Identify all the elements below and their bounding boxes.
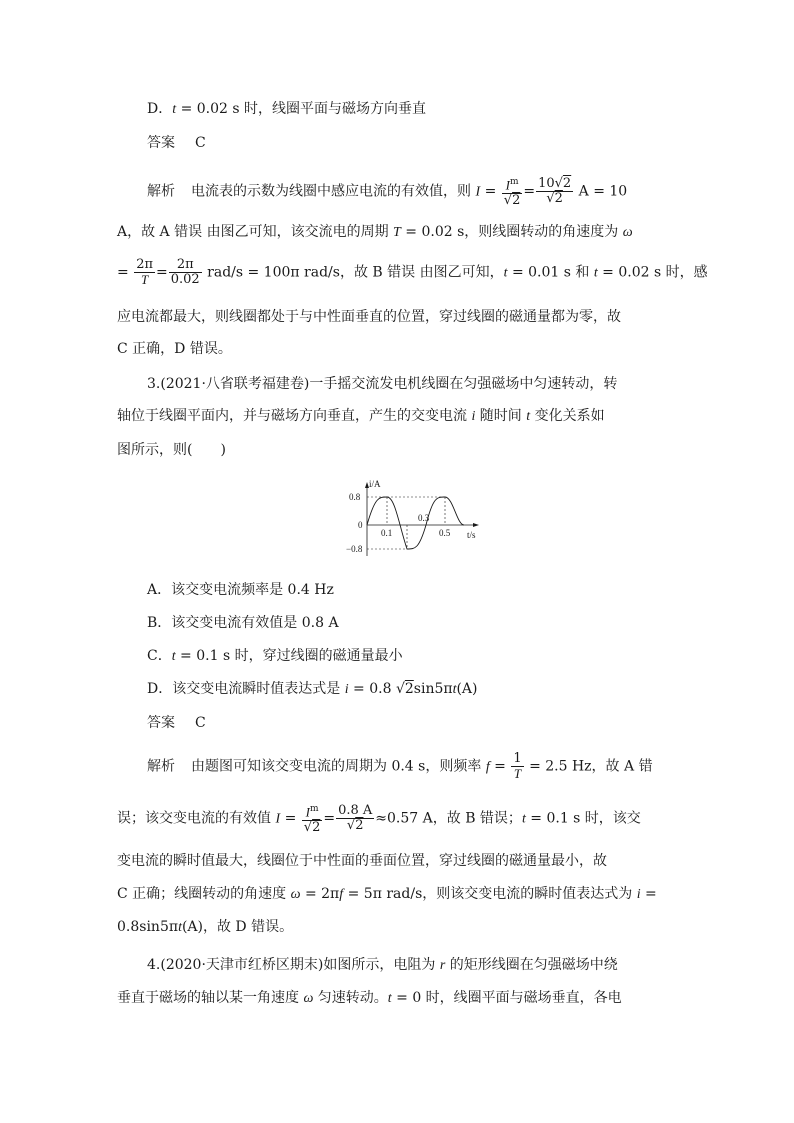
question-4-line-2 — [117, 988, 677, 1009]
fraction-2pi-T — [134, 258, 155, 287]
option-text: sin5π — [413, 681, 453, 697]
fraction-im-root2: $\frac{I^m}{√2}$ — [503, 177, 521, 209]
frac-den: 2 — [512, 193, 521, 209]
equals: = — [489, 758, 511, 775]
x-axis-label: t/s — [467, 530, 476, 540]
var-f: f — [485, 759, 490, 775]
analysis-3-line-5 — [117, 917, 677, 938]
option-text: (A) — [456, 681, 478, 697]
frac-num-sup: m — [309, 804, 319, 814]
waveform-curve — [367, 497, 464, 549]
fraction-08a-root2: $\frac{0.8 A}{√2}$ — [338, 803, 373, 834]
analysis-text: A = 10 — [574, 183, 628, 200]
option-b — [147, 613, 707, 633]
var-i: i — [344, 682, 349, 697]
analysis-text: A，故 A 错误 由图乙可知，该交流电的周期 — [117, 224, 394, 240]
var-t: t — [526, 409, 531, 424]
y-tick-label: −0.8 — [346, 544, 363, 554]
var-t: t — [387, 991, 392, 1006]
analysis-text: = 2.5 Hz，故 A 错 — [524, 758, 653, 775]
analysis-line-2 — [117, 222, 677, 243]
question-text: 匀速转动。 — [313, 990, 388, 1006]
question-text: = 0 时，线圈平面与磁场垂直，各电 — [391, 990, 622, 1006]
frac-num-root: 2 — [562, 176, 572, 192]
analysis-text: 电流表的示数为线圈中感应电流的有效值，则 — [191, 183, 476, 200]
analysis-text: = — [640, 886, 657, 902]
frac-num: 0.8 A — [338, 803, 373, 819]
y-tick-label: 0.8 — [349, 492, 361, 502]
question-text: 的矩形线圈在匀强磁场中绕 — [445, 957, 618, 973]
option-a — [147, 580, 707, 600]
var-i: i — [636, 887, 641, 902]
root-2: 2 — [404, 681, 414, 697]
current-time-graph — [345, 478, 485, 558]
analysis-text: C 正确；线圈转动的角速度 — [117, 886, 291, 902]
analysis-label: 解析 — [147, 183, 175, 200]
var-omega: ω — [290, 887, 301, 902]
frac-den: 2 — [312, 820, 321, 836]
var-t: t — [178, 920, 182, 935]
x-tick-label: 0.1 — [381, 528, 393, 538]
frac-num: 10 — [538, 176, 555, 192]
option-text: = 0.8 — [348, 681, 396, 697]
analysis-text: = 0.02 s，则线圈转动的角速度为 — [400, 224, 623, 240]
analysis-3-line-3 — [117, 851, 677, 871]
question-3-line-2 — [117, 406, 677, 427]
x-axis-arrow — [473, 523, 479, 527]
option-text: = 0.02 s 时，线圈平面与磁场方向垂直 — [176, 101, 427, 117]
analysis-line-3: = $\frac{2\pi}{T}$ = $\frac{2\pi}{0.02}$ rad/s = 100π rad/s，故 B 错误 由图乙可知，t = 0.01 s 和 t = 0.02 s 时，感 — [117, 257, 708, 287]
question-4-line-1 — [147, 955, 707, 976]
var-T: T — [393, 225, 401, 240]
question-text: 3.(2021·八省联考福建卷)一手摇交流发电机线圈在匀强磁场中匀速转动，转 — [147, 376, 618, 392]
analysis-line-5 — [117, 339, 677, 359]
var-t: t — [593, 265, 598, 281]
frac-num: 2π — [136, 257, 154, 272]
option-c — [147, 646, 707, 667]
analysis-text: = 0.02 s 时，感 — [597, 264, 708, 281]
x-tick-label: 0.5 — [439, 528, 451, 538]
frac-den: T — [513, 766, 522, 781]
option-text: = 0.1 s 时，穿过线圈的磁通量最小 — [175, 648, 403, 664]
frac-den: 0.02 — [170, 272, 200, 287]
analysis-text: 0.8sin5π — [117, 919, 179, 935]
analysis-line-1: 解析 电流表的示数为线圈中感应电流的有效值，则 I = $\frac{I^m}{√2}$ = $\frac{10√2}{√2}$ A = 10 — [147, 176, 628, 209]
frac-num-sup: m — [509, 177, 519, 187]
fraction-1-T — [511, 752, 523, 781]
option-letter: D． — [147, 101, 173, 117]
option-d-prev — [147, 99, 707, 120]
fraction-2pi-002 — [169, 258, 202, 287]
y-tick-label: 0 — [358, 520, 363, 530]
frac-num: I — [505, 177, 510, 193]
option-text: D．该交变电流瞬时值表达式是 — [147, 681, 345, 697]
frac-num: 2π — [169, 258, 202, 273]
question-3-line-3 — [117, 440, 677, 460]
var-omega: ω — [622, 225, 633, 240]
frac-den: T — [140, 272, 149, 287]
analysis-text: 变电流的瞬时值最大，线圈位于中性面的垂面位置，穿过线圈的磁通量最小，故 — [117, 853, 607, 869]
analysis-text: 由题图可知该交变电流的周期为 0.4 s，则频率 — [191, 758, 486, 775]
var-omega: ω — [303, 991, 314, 1006]
analysis-text: = 0.1 s 时，该交 — [525, 810, 641, 827]
equals: = — [117, 264, 134, 281]
question-text: 垂直于磁场的轴以某一角速度 — [117, 990, 304, 1006]
question-text: 4.(2020·天津市红桥区期末)如图所示，电阻为 — [147, 957, 440, 973]
frac-num: I — [305, 804, 310, 820]
option-text: B．该交变电流有效值是 0.8 A — [147, 615, 339, 631]
answer-line — [147, 133, 707, 153]
question-text: 轴位于线圈平面内，并与磁场方向垂直，产生的交变电流 — [117, 408, 472, 424]
question-text: 随时间 — [475, 408, 527, 424]
analysis-text: = 2π — [300, 886, 340, 902]
option-text: A．该交变电流频率是 0.4 Hz — [147, 582, 334, 598]
var-t: t — [452, 682, 457, 697]
analysis-3-line-1 — [147, 752, 707, 781]
analysis-text: = 0.01 s 和 — [507, 264, 594, 281]
frac-den: 2 — [554, 191, 563, 207]
analysis-text: = 5π rad/s，则该交变电流的瞬时值表达式为 — [343, 886, 637, 902]
equals: = — [480, 183, 501, 200]
var-f: f — [339, 887, 344, 902]
equals: = — [280, 810, 301, 827]
analysis-line-4 — [117, 307, 677, 327]
question-text: 图所示，则( ) — [117, 442, 226, 458]
option-d: D．该交变电流瞬时值表达式是 i = 0.8 √2sin5πt(A) — [147, 681, 478, 697]
var-t: t — [171, 649, 176, 664]
var-t: t — [503, 265, 508, 281]
analysis-text: 应电流都最大，则线圈都处于与中性面垂直的位置，穿过线圈的磁通量都为零，故 — [117, 309, 621, 325]
var-r: r — [439, 958, 446, 973]
fraction-im-root2: $\frac{I^m}{√2}$ — [303, 804, 321, 836]
option-letter: C． — [147, 648, 172, 664]
analysis-label: 解析 — [147, 758, 175, 775]
answer-label: 答案 — [147, 715, 175, 731]
fraction-10root2-root2: $\frac{10√2}{√2}$ — [538, 176, 572, 207]
analysis-text: rad/s = 100π rad/s，故 B 错误 由图乙可知， — [202, 264, 504, 281]
var-t: t — [172, 102, 177, 117]
analysis-3-line-4 — [117, 884, 677, 905]
question-text: 变化关系如 — [530, 408, 605, 424]
analysis-text: (A)，故 D 错误。 — [181, 919, 294, 935]
analysis-3-line-2: 误；该交变电流的有效值 I = $\frac{I^m}{√2}$ = $\frac{0.8 A}{√2}$ ≈0.57 A，故 B 错误；t = 0.1 s 时，该交 — [117, 803, 641, 836]
var-t: t — [521, 811, 526, 827]
analysis-text: 误；该交变电流的有效值 — [117, 810, 276, 827]
var-I: I — [275, 811, 281, 827]
answer-value: C — [195, 715, 206, 731]
var-I: I — [475, 184, 481, 200]
answer-value: C — [195, 135, 206, 151]
analysis-text: ≈0.57 A，故 B 错误； — [375, 810, 522, 827]
frac-den: 2 — [355, 818, 364, 834]
frac-num: 1 — [513, 751, 522, 766]
var-i: i — [471, 409, 476, 424]
analysis-text: C 正确，D 错误。 — [117, 341, 232, 357]
x-tick-label: 0.3 — [418, 513, 430, 523]
question-3-line-1 — [147, 374, 707, 394]
answer-label: 答案 — [147, 135, 175, 151]
answer-line — [147, 713, 707, 733]
y-axis-label: i/A — [369, 479, 381, 489]
